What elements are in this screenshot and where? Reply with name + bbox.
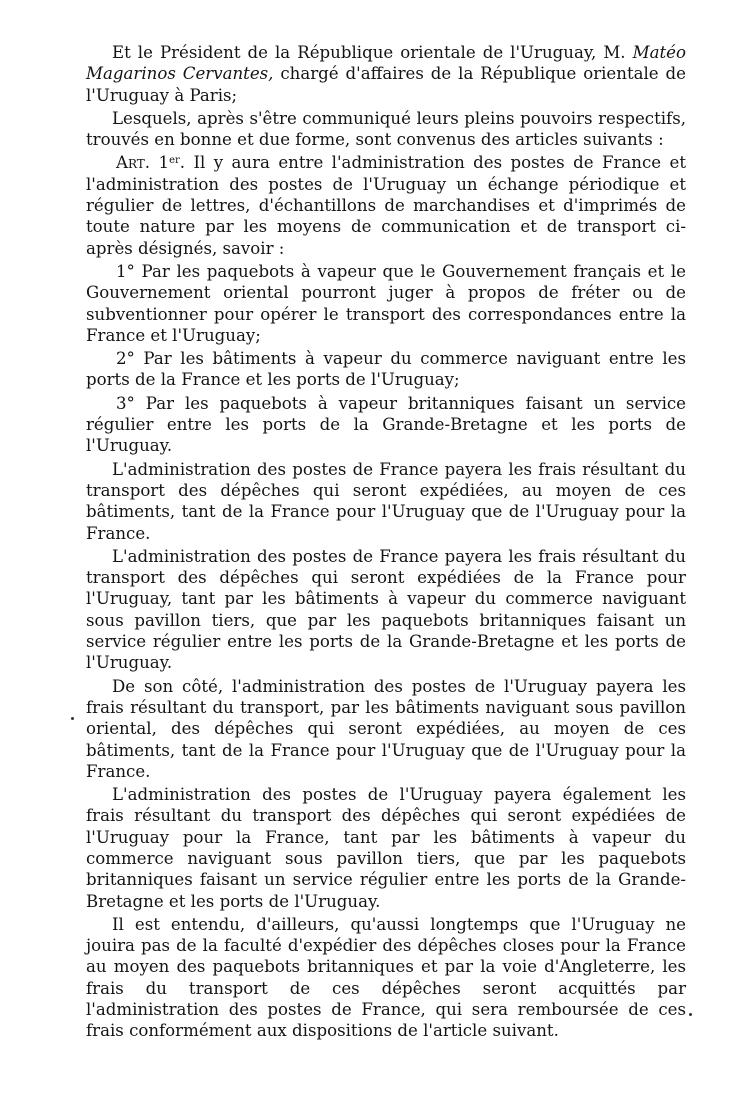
body-paragraph: L'administration des postes de France payera les frais résultant du transport des dépêches qui seront expédiées de la France pour l'Uruguay, tant par les bâtiments à vapeur du commerce naviguant sous pavillon tiers, que par les paquebots britanniques faisant un service régulier entre les ports de la Grande-Bretagne et les ports de l'Uruguay.: [86, 546, 686, 673]
list-item-2: 2° Par les bâtiments à vapeur du commerce naviguant entre les ports de la France et les ports de l'Uruguay;: [86, 349, 686, 390]
body-paragraph: Il est entendu, d'ailleurs, qu'aussi longtemps que l'Uruguay ne jouira pas de la faculté d'expédier des dépêches closes pour la France au moyen des paquebots britanniques et par la voie d'Angleterre, les frais du transport de ces dépêches seront acquittés par l'administration des postes de France, qui sera remboursée de ces frais conformément aux dispositions de l'article suivant.: [86, 914, 686, 1041]
print-speck: [689, 1013, 692, 1016]
body-paragraph: L'administration des postes de l'Uruguay payera également les frais résultant du transport des dépêches qui seront expédiées de l'Uruguay pour la France, tant par les bâtiments à vapeur du commerce naviguant sous pavillon tiers, que par les paquebots britanniques faisant un service régulier entre les ports de la Grande-Bretagne et les ports de l'Uruguay.: [86, 785, 686, 911]
plenipotentiary-name: Matéo Magarinos Cervantes,: [86, 43, 686, 84]
preamble-paragraph: Lesquels, après s'être communiqué leurs pleins pouvoirs respectifs, trouvés en bonne et due forme, sont convenus des articles suivants :: [86, 108, 686, 150]
intro-paragraph: [86, 42, 686, 106]
print-speck: [71, 717, 74, 720]
list-item-1: 1° Par les paquebots à vapeur que le Gouvernement français et le Gouvernement oriental pourront juger à propos de fréter ou de subventionner pour opérer le transport des correspondances entre la France et l'Uruguay;: [86, 261, 686, 345]
document-page: [86, 42, 686, 1044]
article-1-label-sup: er: [169, 155, 180, 167]
list-item-3: 3° Par les paquebots à vapeur britanniques faisant un service régulier entre les ports de la Grande-Bretagne et les ports de l'Uruguay.: [86, 393, 686, 456]
body-paragraph: De son côté, l'administration des postes de l'Uruguay payera les frais résultant du transport, par les bâtiments naviguant sous pavillon oriental, des dépêches qui seront expédiées, au moyen de ces bâtiments, tant de la France pour l'Uruguay que de l'Uruguay pour la France.: [86, 676, 686, 781]
article-1-paragraph: [86, 152, 686, 258]
article-1-text: . Il y aura entre l'administration des postes de France et l'administration des postes de l'Uruguay un échange périodique et régulier de lettres, d'échantillons de marchandises et d'imprimés de toute nature par les moyens de communication et de transport ci-après désignés, savoir :: [86, 153, 686, 258]
intro-text-after: chargé d'affaires de la République orientale de l'Uruguay à Paris;: [86, 64, 686, 105]
body-paragraph: L'administration des postes de France payera les frais résultant du transport des dépêches qui seront expédiées, au moyen de ces bâtiments, tant de la France pour l'Uruguay que de l'Uruguay pour la France.: [86, 459, 686, 543]
article-1-label: Art. 1: [116, 153, 170, 173]
intro-text-before: Et le Président de la République orientale de l'Uruguay, M.: [112, 43, 626, 62]
